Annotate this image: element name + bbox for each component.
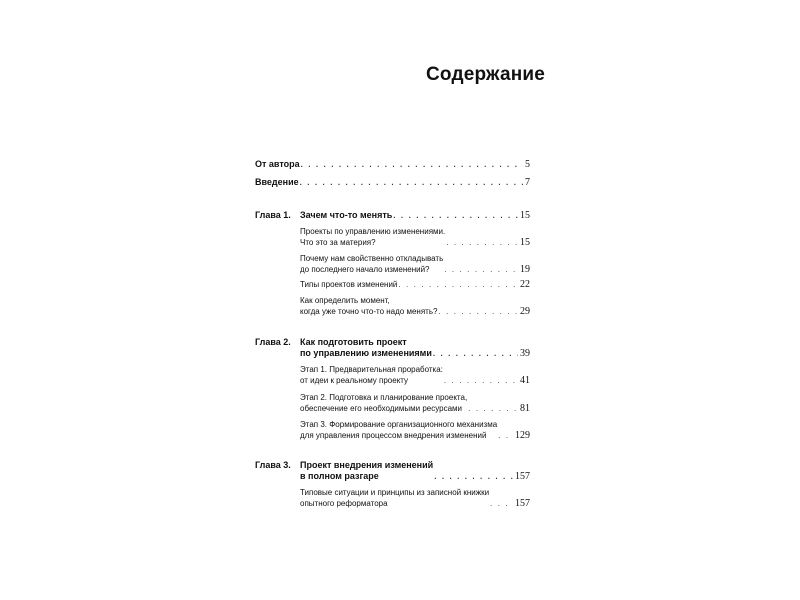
dot-leader <box>433 348 518 359</box>
chapter-title-line2: в полном разгаре <box>300 471 379 481</box>
toc-section[interactable] <box>300 295 530 317</box>
toc-page-number: 5 <box>525 159 530 170</box>
dot-leader <box>498 430 513 441</box>
section-title-line2: обеспечение его необходимыми ресурсами <box>300 404 463 413</box>
dot-leader <box>438 306 518 317</box>
toc-section[interactable] <box>300 226 530 248</box>
chapter-title-line2: по управлению изменениями <box>300 348 432 358</box>
section-title-line2: когда уже точно что-то надо менять? <box>300 307 438 316</box>
toc-page-number: 157 <box>515 471 530 482</box>
toc-chapter-3[interactable] <box>255 460 530 482</box>
dot-leader <box>444 264 518 275</box>
toc-entry-label: Введение <box>255 177 299 187</box>
toc-page-number: 22 <box>520 279 530 290</box>
toc-chapter-1[interactable] <box>255 210 530 221</box>
section-title-line1: Этап 2. Подготовка и планирование проекта, <box>300 393 468 402</box>
dot-leader <box>444 375 518 386</box>
chapter-label: Глава 1. <box>255 210 291 220</box>
page-title: Содержание <box>426 64 546 85</box>
section-title-line2: Что это за материя? <box>300 238 376 247</box>
section-title-line1: Проекты по управлению изменениями. <box>300 227 446 236</box>
chapter-title: Зачем что-то менять <box>300 210 393 220</box>
chapter-label: Глава 2. <box>255 337 291 347</box>
section-title-line1: Этап 3. Формирование организационного механизма <box>300 420 498 429</box>
section-title: Типы проектов изменений <box>300 280 398 289</box>
toc-page-number: 81 <box>520 403 530 414</box>
dot-leader <box>446 237 518 248</box>
section-title-line2: опытного реформатора <box>300 499 388 508</box>
dot-leader <box>398 279 518 290</box>
toc-page-number: 19 <box>520 264 530 275</box>
dot-leader <box>393 210 518 221</box>
section-title-line1: Как определить момент, <box>300 296 390 305</box>
section-title-line1: Этап 1. Предварительная проработка: <box>300 365 443 374</box>
toc-section[interactable] <box>300 364 530 386</box>
dot-leader <box>300 177 523 188</box>
section-title-line2: до последнего начало изменений? <box>300 265 430 274</box>
toc-page-number: 41 <box>520 375 530 386</box>
section-title-line1: Почему нам свойственно откладывать <box>300 254 444 263</box>
toc-page-number: 129 <box>515 430 530 441</box>
toc-page-number: 29 <box>520 306 530 317</box>
toc-page-number: 157 <box>515 498 530 509</box>
toc-entry-from-author[interactable] <box>255 159 530 170</box>
toc-entry-intro[interactable] <box>255 177 530 188</box>
toc-section[interactable] <box>300 253 530 275</box>
toc-entry-label: От автора <box>255 159 300 169</box>
toc-page-number: 15 <box>520 237 530 248</box>
toc-section[interactable] <box>300 419 530 441</box>
dot-leader <box>434 471 513 482</box>
dot-leader <box>490 498 513 509</box>
toc-chapter-2[interactable] <box>255 337 530 359</box>
chapter-title-line1: Проект внедрения изменений <box>300 460 434 470</box>
dot-leader <box>301 159 523 170</box>
toc-page-number: 39 <box>520 348 530 359</box>
chapter-title-line1: Как подготовить проект <box>300 337 407 347</box>
section-title-line1: Типовые ситуации и принципы из записной книжки <box>300 488 490 497</box>
toc-section[interactable] <box>300 279 530 290</box>
section-title-line2: от идеи к реальному проекту <box>300 376 409 385</box>
toc-page-number: 15 <box>520 210 530 221</box>
dot-leader <box>468 403 518 414</box>
chapter-label: Глава 3. <box>255 460 291 470</box>
toc-section[interactable] <box>300 487 530 509</box>
section-title-line2: для управления процессом внедрения изменений <box>300 431 487 440</box>
toc-section[interactable] <box>300 392 530 414</box>
toc-page-number: 7 <box>525 177 530 188</box>
